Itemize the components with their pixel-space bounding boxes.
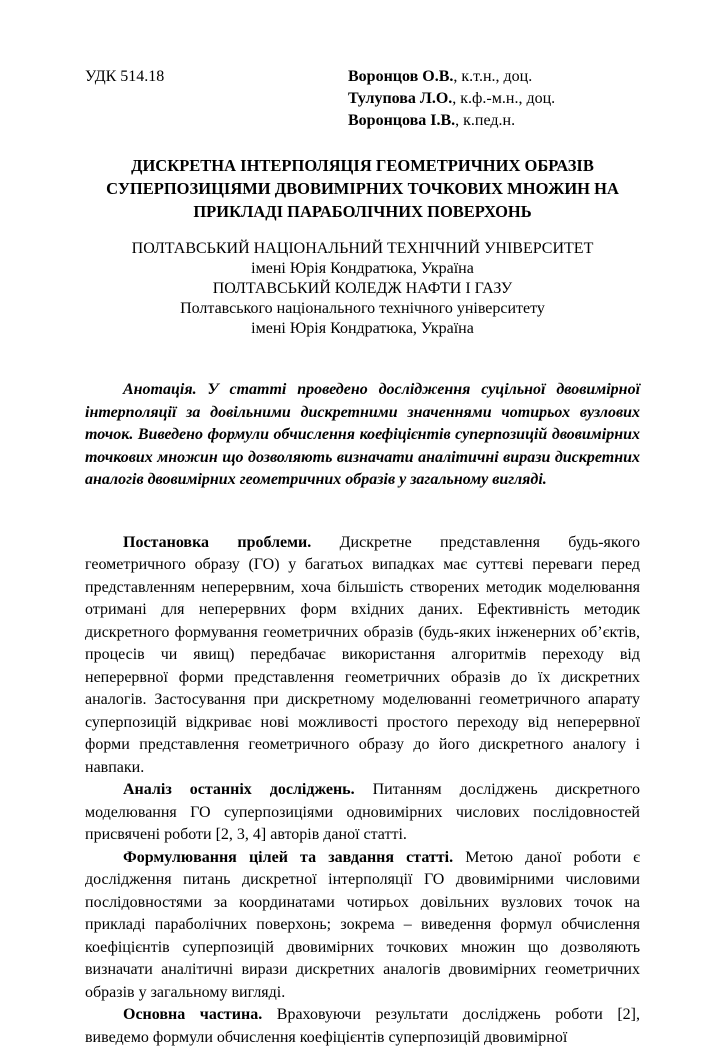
section-heading: Постановка проблеми. <box>123 533 312 551</box>
author-name: Воронцова І.В. <box>348 112 456 129</box>
header-row <box>85 66 640 132</box>
author-name: Воронцов О.В. <box>348 68 454 85</box>
author-line <box>348 110 640 132</box>
abstract-text: У статті проведено дослідження суцільної двовимірної інтерполяції за довільними дискретними значеннями чотирьох вузлових точок. Виведено формули обчислення коефіцієнтів суперпозицій двовимірних точкових множин що дозволяють визначати аналітичні вирази дискретних аналогів двовимірних геометричних образів у загальному вигляді. <box>85 381 641 488</box>
author-degree: , к.пед.н. <box>455 112 516 129</box>
section-paragraph-problem <box>85 532 640 780</box>
section-heading: Основна частина. <box>123 1006 263 1023</box>
affiliation-block <box>85 239 640 339</box>
section-text: Враховуючи результати досліджень роботи [2], виведемо формули обчислення коефіцієнтів суперпозицій двовимірної <box>85 1006 640 1046</box>
udk-code: УДК 514.18 <box>85 68 165 85</box>
affiliation-line: імені Юрія Кондратюка, Україна <box>251 260 474 277</box>
section-text: Метою даної роботи є дослідження питань дискретної інтерполяції ГО двовимірними числовими послідовностями за координатами чотирьох довільних вузлових точок на прикладі параболічних поверхонь; зокрема – виведення формул обчислення коефіцієнтів суперпозицій двовимірних точкових множин що дозволяють визначати аналітичні вирази дискретних аналогів двовимірних геометричних образів у загальному вигляді. <box>85 848 641 1001</box>
author-degree: , к.ф.-м.н., доц. <box>452 90 556 107</box>
affiliation-line: Полтавського національного технічного університету <box>180 300 545 317</box>
author-line <box>348 88 640 110</box>
section-paragraph-main <box>85 1004 640 1049</box>
abstract-paragraph <box>85 379 640 492</box>
author-degree: , к.т.н., доц. <box>453 68 533 85</box>
abstract-label: Анотація. <box>123 381 197 398</box>
affiliation-line: імені Юрія Кондратюка, Україна <box>251 320 474 337</box>
section-paragraph-analysis <box>85 779 640 847</box>
section-text: Питанням досліджень дискретного моделювання ГО суперпозиціями одновимірних числових послідовностей присвячені роботи [2, 3, 4] авторів даної статті. <box>85 781 641 843</box>
section-paragraph-goals <box>85 847 640 1005</box>
section-text: Дискретне представлення будь-якого геометричного образу (ГО) у багатьох випадках має суттєві переваги перед представленням неперервним, хоча більшість створених методик моделювання отримані для неперервних форм вхідних даних. Ефективність методик дискретного формування геометричних образів (будь-яких інженерних об’єктів, процесів чи явищ) передбачає використання алгоритмів переходу від неперервної форми представлення геометричних образів до їх дискретних аналогів. Застосування при дискретному моделюванні геометричного апарату суперпозицій відкриває нові можливості простого переходу від неперервної форми представлення геометричного образу до його дискретного аналогу і навпаки. <box>85 533 641 776</box>
author-name: Тулупова Л.О. <box>348 90 453 107</box>
affiliation-line: ПОЛТАВСЬКИЙ НАЦІОНАЛЬНИЙ ТЕХНІЧНИЙ УНІВЕРСИТЕТ <box>131 240 594 257</box>
section-heading: Формулювання цілей та завдання статті. <box>123 848 454 866</box>
authors-block <box>348 66 640 132</box>
affiliation-line: ПОЛТАВСЬКИЙ КОЛЕДЖ НАФТИ І ГАЗУ <box>212 280 513 297</box>
author-line <box>348 66 640 88</box>
section-heading: Аналіз останніх досліджень. <box>123 781 355 798</box>
paper-title: ДИСКРЕТНА ІНТЕРПОЛЯЦІЯ ГЕОМЕТРИЧНИХ ОБРАЗІВ СУПЕРПОЗИЦІЯМИ ДВОВИМІРНИХ ТОЧКОВИХ МНОЖИН НА ПРИКЛАДІ ПАРАБОЛІЧНИХ ПОВЕРХОНЬ <box>106 156 619 221</box>
